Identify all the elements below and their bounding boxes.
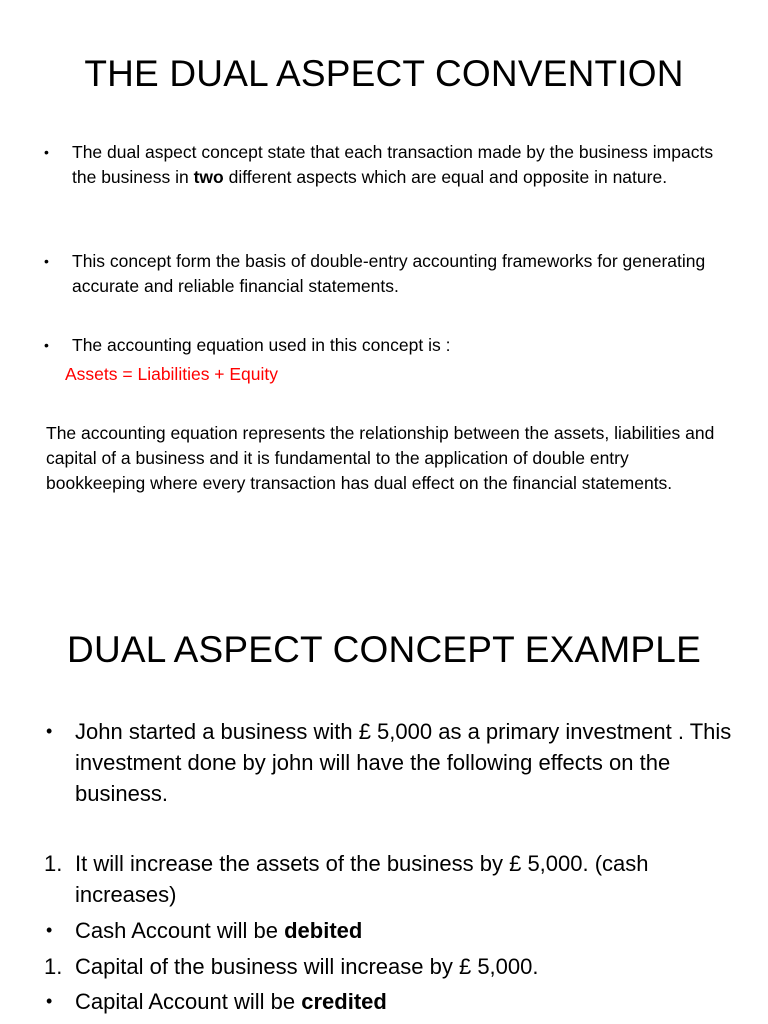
equation-explanation-paragraph: The accounting equation represents the relationship between the assets, liabilities and capital of a business and it is fundamental to the application of double entry bookkeeping where every transaction has dual effect on the financial statements. <box>46 423 715 493</box>
numbered-text-assets: It will increase the assets of the business by £ 5,000. (cash increases) <box>75 851 649 907</box>
number-marker: 1. <box>44 954 63 979</box>
numbered-text-capital: Capital of the business will increase by £ 5,000. <box>75 954 539 979</box>
bullet-text-definition <box>72 140 722 190</box>
bullet-text-part: different aspects which are equal and opposite in nature. <box>223 167 668 187</box>
bullet-marker: • <box>46 920 53 940</box>
bullet-text-emphasis: credited <box>301 989 387 1014</box>
slide-title-example: DUAL ASPECT CONCEPT EXAMPLE <box>67 629 701 670</box>
bullet-text-part: The dual aspect concept state that each transaction made by the business impacts the business in <box>72 142 714 187</box>
example-intro-text: John started a business with £ 5,000 as a primary investment . This investment done by john will have the following effects on the business. <box>75 719 732 806</box>
bullet-text-emphasis: debited <box>284 918 363 943</box>
bullet-text-part: Cash Account will be <box>75 918 285 943</box>
bullet-text-part: Capital Account will be <box>75 989 302 1014</box>
bullet-marker: • <box>46 991 53 1011</box>
bullet-text-cash-debited <box>75 915 735 946</box>
accounting-equation: Assets = Liabilities + Equity <box>65 364 279 384</box>
bullet-text-equation-intro: The accounting equation used in this concept is : <box>72 335 451 355</box>
bullet-marker: • <box>46 721 53 741</box>
bullet-text-emphasis: two <box>193 167 224 187</box>
number-marker: 1. <box>44 851 63 876</box>
bullet-marker: • <box>44 144 49 160</box>
bullet-marker: • <box>44 337 49 353</box>
slide-title-dual-aspect-convention: THE DUAL ASPECT CONVENTION <box>84 53 684 94</box>
bullet-text-capital-credited <box>75 986 735 1017</box>
bullet-marker: • <box>44 253 49 269</box>
bullet-text-basis: This concept form the basis of double-entry accounting frameworks for generating accurate and reliable financial statements. <box>72 251 706 296</box>
